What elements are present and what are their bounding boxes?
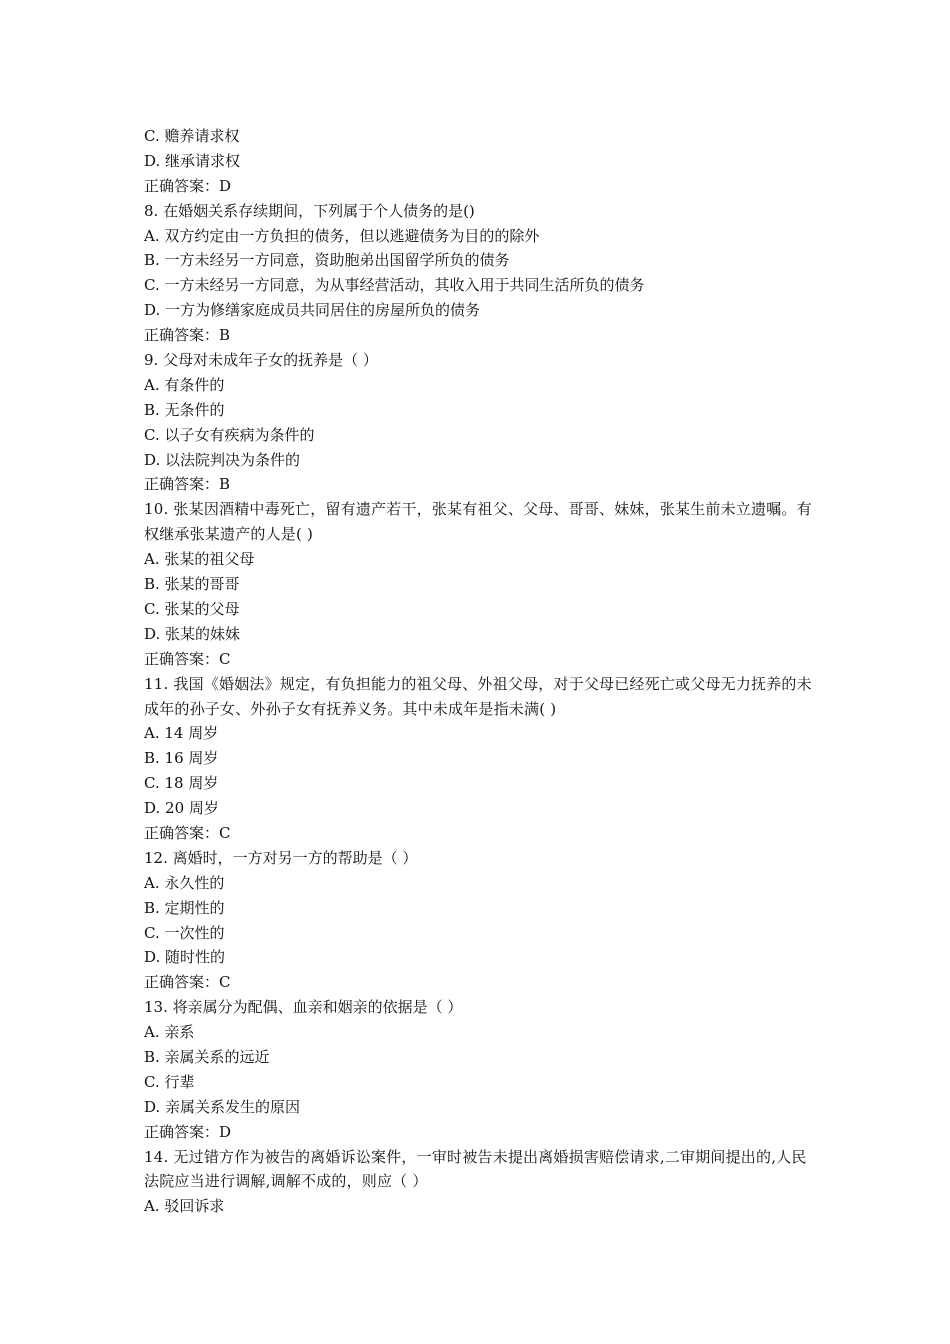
option-line: A. 亲系 bbox=[144, 1023, 195, 1042]
option-line: D. 以法院判决为条件的 bbox=[144, 450, 301, 469]
option-line: A. 张某的祖父母 bbox=[144, 550, 255, 569]
option-line: C. 赡养请求权 bbox=[144, 127, 240, 145]
answer-line: 正确答案：B bbox=[144, 326, 231, 345]
option-line: C. 以子女有疾病为条件的 bbox=[144, 425, 315, 444]
option-line: C. 行辈 bbox=[144, 1072, 195, 1091]
question-8: 8. 在婚姻关系存续期间，下列属于个人债务的是() bbox=[144, 201, 475, 220]
option-line: D. 随时性的 bbox=[144, 948, 226, 967]
question-10: 10. 张某因酒精中毒死亡，留有遗产若干，张某有祖父、父母、哥哥、妹妹，张某生前未立遗嘱。有权继承张某遗产的人是( ) bbox=[144, 500, 812, 544]
option-line: A. 有条件的 bbox=[144, 375, 225, 394]
option-line: D. 亲属关系发生的原因 bbox=[144, 1097, 301, 1116]
option-line: C. 一次性的 bbox=[144, 923, 225, 942]
option-line: B. 无条件的 bbox=[144, 400, 225, 419]
option-line: D. 继承请求权 bbox=[144, 151, 241, 170]
option-line: B. 一方未经另一方同意，资助胞弟出国留学所负的债务 bbox=[144, 251, 510, 270]
option-line: A. 双方约定由一方负担的债务，但以逃避债务为目的的除外 bbox=[144, 226, 540, 245]
answer-line: 正确答案：D bbox=[144, 1122, 232, 1141]
answer-line: 正确答案：D bbox=[144, 176, 232, 195]
option-line: B. 16 周岁 bbox=[144, 749, 219, 768]
answer-line: 正确答案：B bbox=[144, 475, 231, 494]
option-line: B. 张某的哥哥 bbox=[144, 575, 240, 594]
question-14: 14. 无过错方作为被告的离婚诉讼案件，一审时被告未提出离婚损害赔偿请求,二审期间提出的,人民法院应当进行调解,调解不成的，则应（ ） bbox=[144, 1147, 807, 1191]
question-11: 11. 我国《婚姻法》规定，有负担能力的祖父母、外祖父母，对于父母已经死亡或父母无力抚养的未成年的孙子女、外孙子女有抚养义务。其中未成年是指未满( ) bbox=[144, 674, 812, 718]
option-line: C. 一方未经另一方同意，为从事经营活动，其收入用于共同生活所负的债务 bbox=[144, 276, 645, 295]
answer-line: 正确答案：C bbox=[144, 649, 231, 668]
option-line: A. 驳回诉求 bbox=[144, 1197, 225, 1216]
document-body bbox=[144, 124, 814, 1219]
question-9: 9. 父母对未成年子女的抚养是（ ） bbox=[144, 351, 378, 370]
answer-line: 正确答案：C bbox=[144, 824, 231, 842]
option-line: B. 定期性的 bbox=[144, 898, 225, 917]
question-12: 12. 离婚时，一方对另一方的帮助是（ ） bbox=[144, 848, 418, 867]
option-line: A. 14 周岁 bbox=[144, 724, 219, 743]
option-line: A. 永久性的 bbox=[144, 873, 225, 892]
option-line: D. 张某的妹妹 bbox=[144, 624, 241, 643]
option-line: C. 18 周岁 bbox=[144, 774, 219, 793]
question-13: 13. 将亲属分为配偶、血亲和姻亲的依据是（ ） bbox=[144, 998, 463, 1017]
option-line: D. 一方为修缮家庭成员共同居住的房屋所负的债务 bbox=[144, 301, 481, 320]
answer-line: 正确答案：C bbox=[144, 973, 231, 992]
option-line: C. 张某的父母 bbox=[144, 599, 240, 618]
option-line: B. 亲属关系的远近 bbox=[144, 1048, 270, 1067]
option-line: D. 20 周岁 bbox=[144, 799, 219, 818]
